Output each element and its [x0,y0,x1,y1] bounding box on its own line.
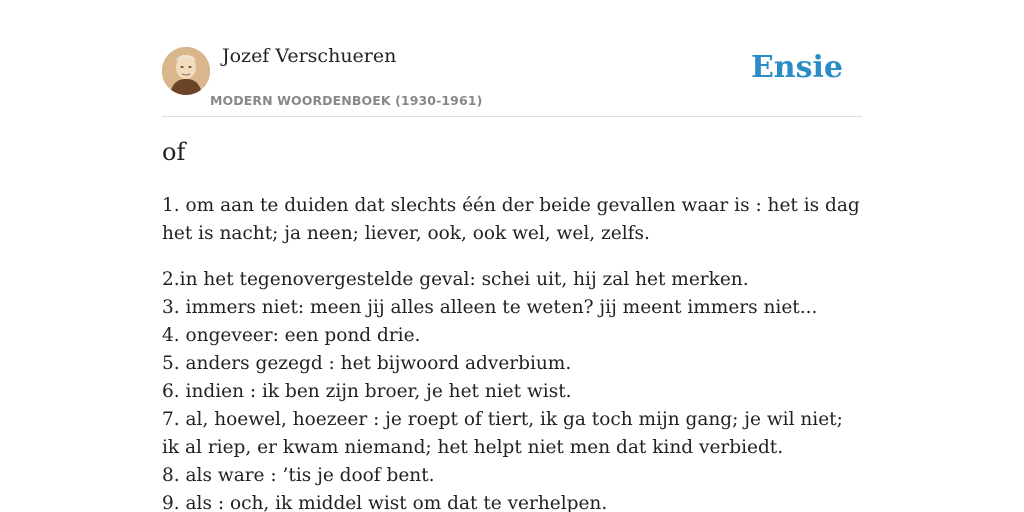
definition-line: 3. immers niet: meen jij alles alleen te weten? jij meent immers niet... [162,297,818,318]
definition-line: 4. ongeveer: een pond drie. [162,325,421,346]
definition-line: 9. als : och, ik middel wist om dat te verhelpen. [162,493,608,512]
ensie-logo[interactable]: Ensie [750,50,843,85]
entry-definition [162,192,862,512]
definition-line: 7. al, hoewel, hoezeer : je roept of tiert, ik ga toch mijn gang; je wil niet; ik al riep, er kwam niemand; het helpt niet men dat kind verbiedt. [162,409,843,458]
source-label[interactable]: MODERN WOORDENBOEK (1930-1961) [210,93,483,108]
definition-line: 5. anders gezegd : het bijwoord adverbium. [162,353,572,374]
portrait-image [162,47,210,95]
entry-title: of [162,138,186,166]
author-name[interactable]: Jozef Verschueren [222,45,397,67]
page [162,0,862,512]
definition-line: 8. als ware : ’tis je doof bent. [162,465,435,486]
definition-line: 1. om aan te duiden dat slechts één der beide gevallen waar is : het is dag het is nacht; ja neen; liever, ook, ook wel, wel, zelfs. [162,195,860,244]
definition-line: 6. indien : ik ben zijn broer, je het niet wist. [162,381,572,402]
definition-paragraph-1 [162,192,862,248]
definition-line: 2.in het tegenovergestelde geval: schei uit, hij zal het merken. [162,269,749,290]
author-avatar[interactable] [162,47,210,95]
definition-paragraph-2 [162,266,862,512]
header [162,0,862,117]
